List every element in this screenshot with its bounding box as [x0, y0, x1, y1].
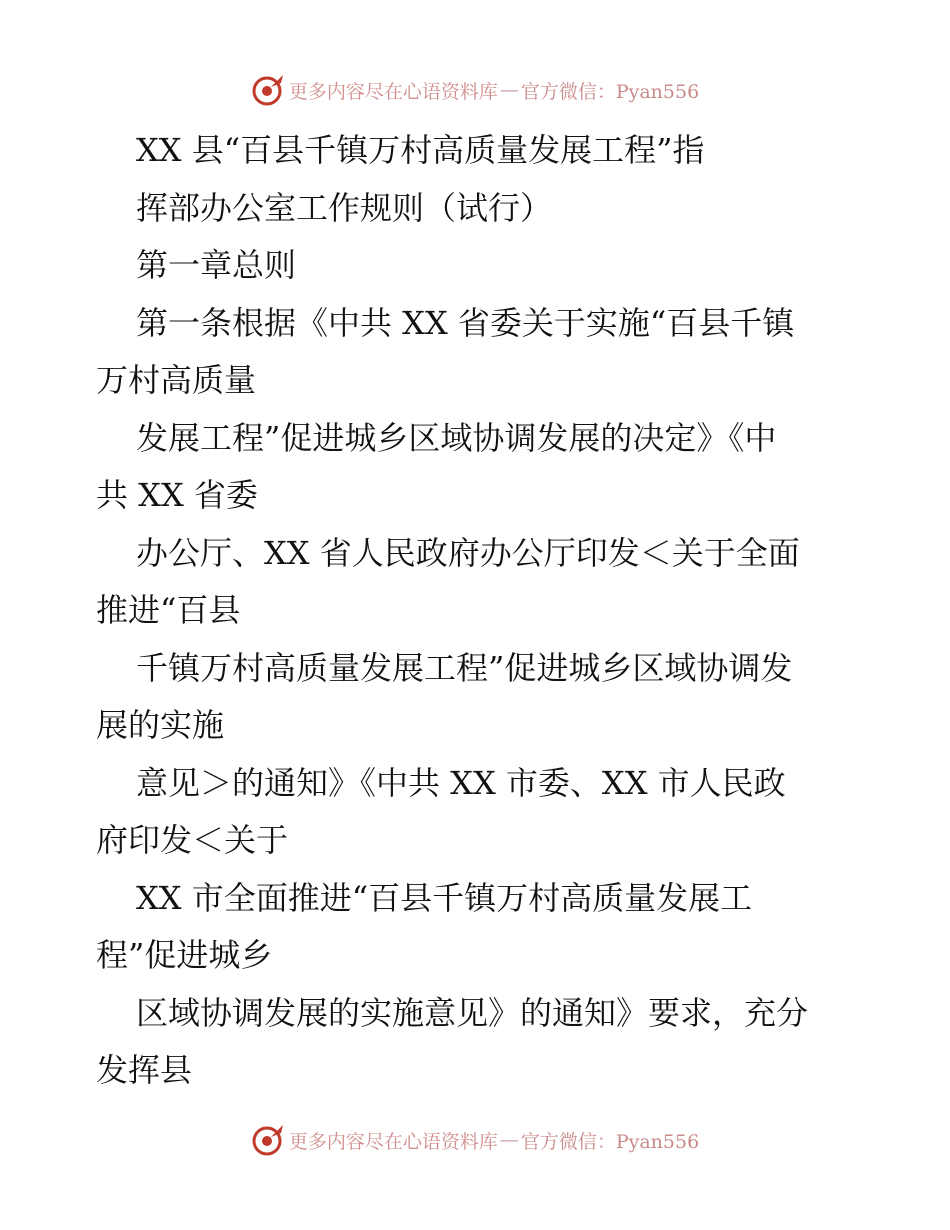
text-line: 第一章总则 [136, 246, 297, 284]
banner-text: 更多内容尽在心语资料库 [288, 1130, 498, 1153]
watermark-banner-top [0, 70, 950, 110]
text-line: 程”促进城乡 [96, 936, 273, 974]
text-line: 发展工程”促进城乡区域协调发展的决定》《中 [136, 418, 777, 457]
quill-logo-icon [251, 73, 285, 107]
banner-text: 更多内容尽在心语资料库 [288, 80, 498, 103]
document-body [96, 122, 866, 1100]
text-line: 府印发＜关于 [96, 821, 289, 859]
text-line: 发挥县 [96, 1051, 193, 1089]
text-line: 意见＞的通知》《中共 XX 市委、XX 市人民政 [136, 763, 786, 802]
text-line: 办公厅、XX 省人民政府办公厅印发＜关于全面 [136, 533, 800, 572]
text-line: 推进“百县 [96, 591, 241, 629]
watermark-banner-bottom [0, 1120, 950, 1160]
banner-separator: — [499, 79, 519, 101]
quill-logo-icon [251, 1123, 285, 1157]
text-line: 万村高质量 [96, 361, 257, 399]
text-line: 挥部办公室工作规则（试行） [136, 188, 553, 227]
banner-contact: 官方微信：Pyan556 [520, 80, 700, 103]
text-line: XX 县“百县千镇万村高质量发展工程”指 [136, 131, 705, 169]
banner-separator: — [499, 1129, 519, 1151]
text-line: 第一条根据《中共 XX 省委关于实施“百县千镇 [136, 303, 795, 342]
text-line: 区域协调发展的实施意见》的通知》要求，充分 [136, 993, 809, 1032]
text-line: 共 XX 省委 [96, 476, 258, 514]
banner-contact: 官方微信：Pyan556 [520, 1130, 700, 1153]
text-line: 展的实施 [96, 706, 225, 744]
text-line: 千镇万村高质量发展工程”促进城乡区域协调发 [136, 648, 793, 687]
text-line: XX 市全面推进“百县千镇万村高质量发展工 [136, 878, 753, 917]
